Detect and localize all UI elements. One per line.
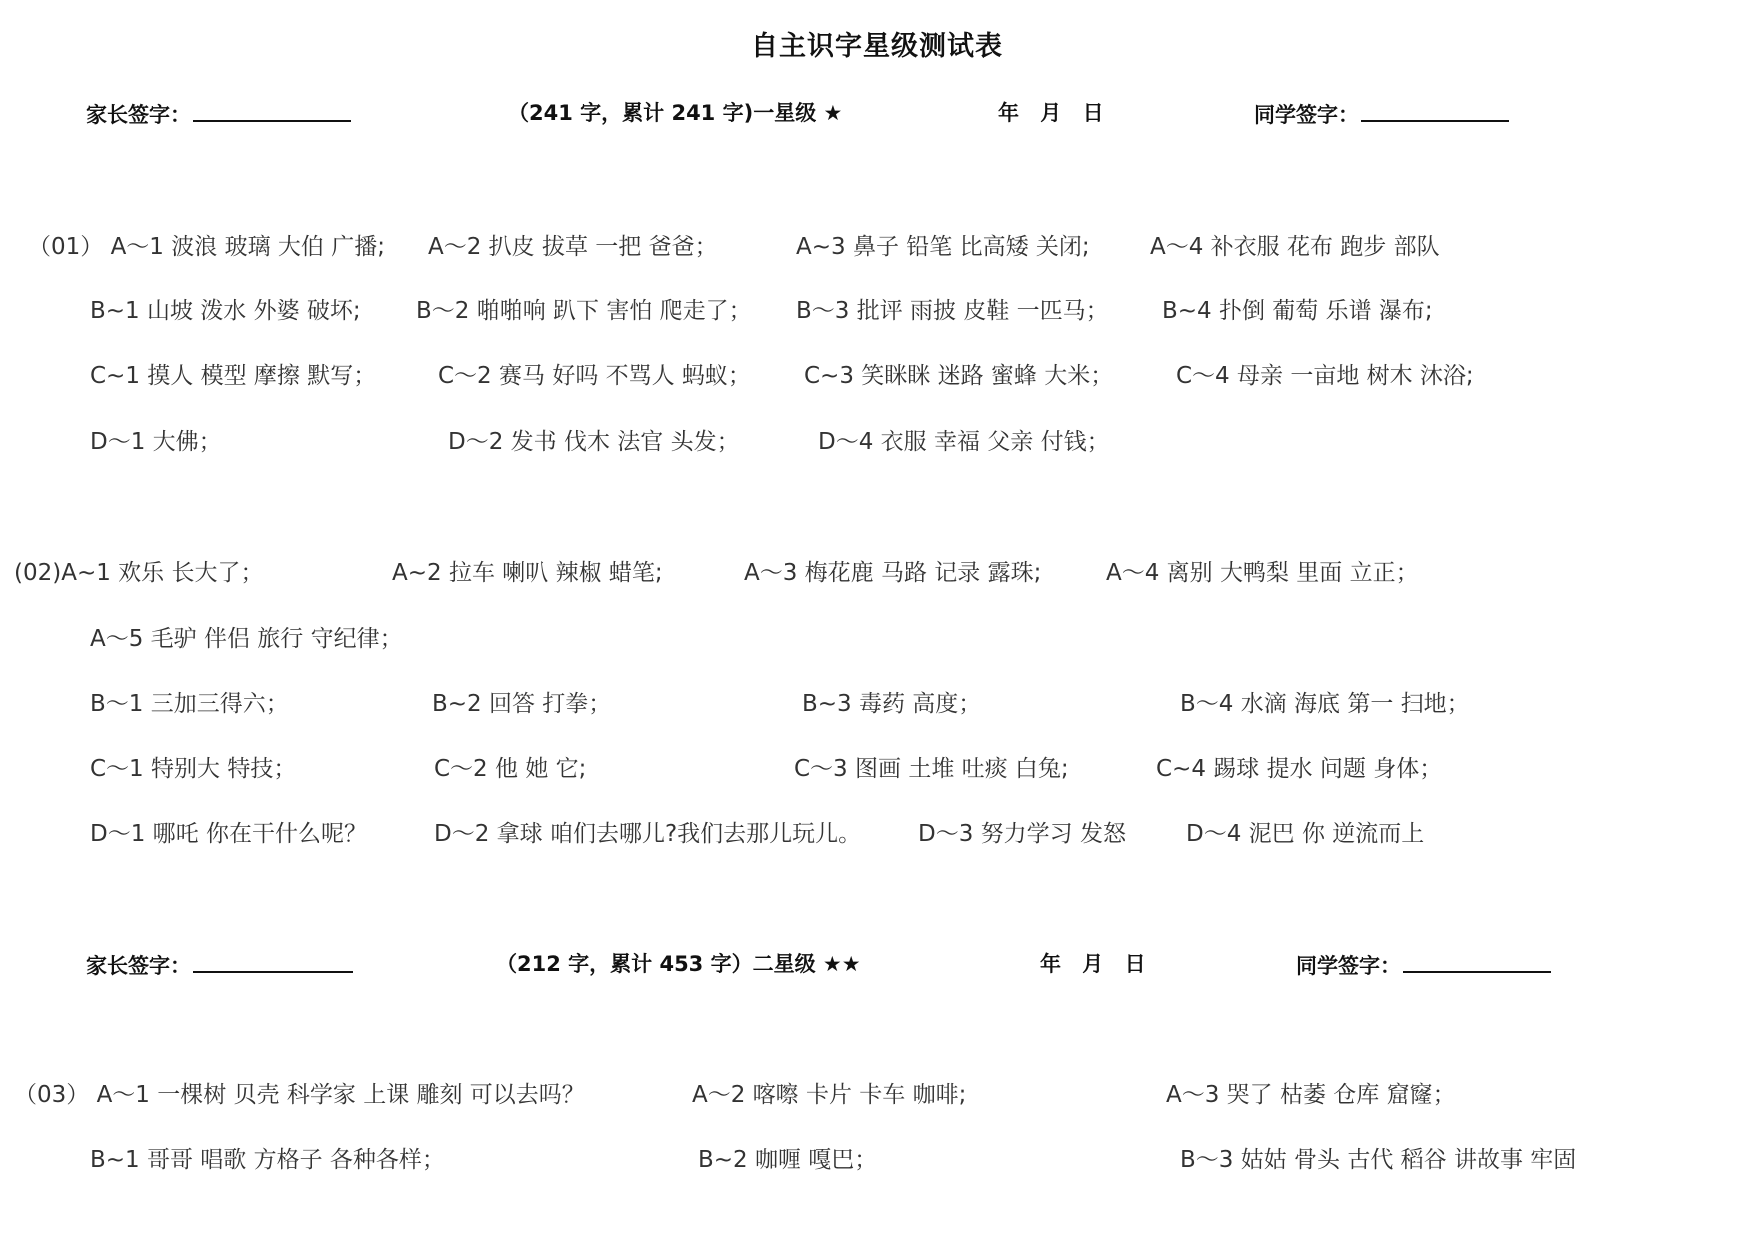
date-2: 年 月 日 xyxy=(1040,952,1146,976)
parent-signature-label: 家长签字： xyxy=(86,954,191,978)
parent-signature-label: 家长签字： xyxy=(86,103,191,127)
section-01-row-1-item-1: （01） A～1 波浪 玻璃 大伯 广播; xyxy=(28,234,385,260)
section-01-row-3-item-1: C~1 摸人 模型 摩擦 默写； xyxy=(90,363,377,389)
parent-signature-1 xyxy=(86,99,351,129)
section-03-row-2-item-1: B~1 哥哥 唱歌 方格子 各种各样； xyxy=(90,1147,445,1173)
section-02-row-3-item-1: B～1 三加三得六； xyxy=(90,691,289,717)
section-03-row-1-item-1: （03） A～1 一棵树 贝壳 科学家 上课 雕刻 可以去吗？ xyxy=(14,1082,585,1108)
section-02-row-1-item-4: A～4 离别 大鸭梨 里面 立正； xyxy=(1106,560,1419,586)
student-signature-label: 同学签字： xyxy=(1254,103,1359,127)
section-03-row-1-item-3: A～3 哭了 枯萎 仓库 窟窿； xyxy=(1166,1082,1456,1108)
section-02-row-1-item-2: A~2 拉车 喇叭 辣椒 蜡笔; xyxy=(392,560,663,586)
student-signature-label: 同学签字： xyxy=(1296,954,1401,978)
section-02-row-2-item-1: A～5 毛驴 伴侣 旅行 守纪律； xyxy=(90,626,403,652)
section-01-row-1-item-3: A~3 鼻子 铅笔 比高矮 关闭; xyxy=(796,234,1090,260)
section-02-row-3-item-4: B～4 水滴 海底 第一 扫地； xyxy=(1180,691,1470,717)
section-01-row-2-item-2: B～2 啪啪响 趴下 害怕 爬走了； xyxy=(416,298,752,324)
parent-signature-line[interactable] xyxy=(193,951,353,973)
section-01-row-4-item-3: D～4 衣服 幸福 父亲 付钱； xyxy=(818,429,1110,455)
level-2-info: （212 字，累计 453 字）二星级 ★★ xyxy=(496,952,861,976)
section-02-row-5-item-3: D～3 努力学习 发怒 xyxy=(918,821,1126,847)
section-01-row-4-item-2: D～2 发书 伐木 法官 头发； xyxy=(448,429,740,455)
student-signature-line[interactable] xyxy=(1361,100,1509,122)
section-01-row-2-item-3: B～3 批评 雨披 皮鞋 一匹马； xyxy=(796,298,1109,324)
section-03-row-2-item-2: B~2 咖喱 嘎巴； xyxy=(698,1147,878,1173)
section-03-row-2-item-3: B～3 姑姑 骨头 古代 稻谷 讲故事 牢固 xyxy=(1180,1147,1577,1173)
section-02-row-4-item-4: C~4 踢球 提水 问题 身体； xyxy=(1156,756,1443,782)
section-02-row-5-item-4: D～4 泥巴 你 逆流而上 xyxy=(1186,821,1425,847)
student-signature-2 xyxy=(1296,950,1551,980)
date-1: 年 月 日 xyxy=(998,101,1104,125)
page-title: 自主识字星级测试表 xyxy=(751,31,1003,62)
section-01-row-3-item-2: C～2 赛马 好吗 不骂人 蚂蚁； xyxy=(438,363,751,389)
section-01-row-3-item-3: C~3 笑眯眯 迷路 蜜蜂 大米； xyxy=(804,363,1114,389)
parent-signature-line[interactable] xyxy=(193,100,351,122)
section-02-row-3-item-3: B~3 毒药 高度； xyxy=(802,691,982,717)
level-1-info: （241 字，累计 241 字)一星级 ★ xyxy=(508,101,843,125)
section-02-row-1-item-1: (02)A~1 欢乐 长大了； xyxy=(14,560,264,586)
section-01-row-1-item-2: A～2 扒皮 拔草 一把 爸爸； xyxy=(428,234,718,260)
student-signature-line[interactable] xyxy=(1403,951,1551,973)
section-02-row-4-item-3: C～3 图画 土堆 吐痰 白兔; xyxy=(794,756,1069,782)
section-01-row-2-item-1: B~1 山坡 泼水 外婆 破坏; xyxy=(90,298,361,324)
section-02-row-4-item-1: C～1 特别大 特技； xyxy=(90,756,297,782)
section-01-row-1-item-4: A～4 补衣服 花布 跑步 部队 xyxy=(1150,234,1440,260)
section-01-row-3-item-4: C～4 母亲 一亩地 树木 沐浴; xyxy=(1176,363,1474,389)
section-02-row-3-item-2: B~2 回答 打拳； xyxy=(432,691,612,717)
student-signature-1 xyxy=(1254,99,1509,129)
section-02-row-4-item-2: C～2 他 她 它; xyxy=(434,756,587,782)
section-03-row-1-item-2: A～2 喀嚓 卡片 卡车 咖啡; xyxy=(692,1082,967,1108)
section-01-row-2-item-4: B~4 扑倒 葡萄 乐谱 瀑布; xyxy=(1162,298,1433,324)
section-01-row-4-item-1: D～1 大佛； xyxy=(90,429,222,455)
section-02-row-5-item-2: D～2 拿球 咱们去哪儿?我们去那儿玩儿。 xyxy=(434,821,862,847)
section-02-row-1-item-3: A～3 梅花鹿 马路 记录 露珠; xyxy=(744,560,1042,586)
section-02-row-5-item-1: D～1 哪吒 你在干什么呢？ xyxy=(90,821,367,847)
parent-signature-2 xyxy=(86,950,353,980)
